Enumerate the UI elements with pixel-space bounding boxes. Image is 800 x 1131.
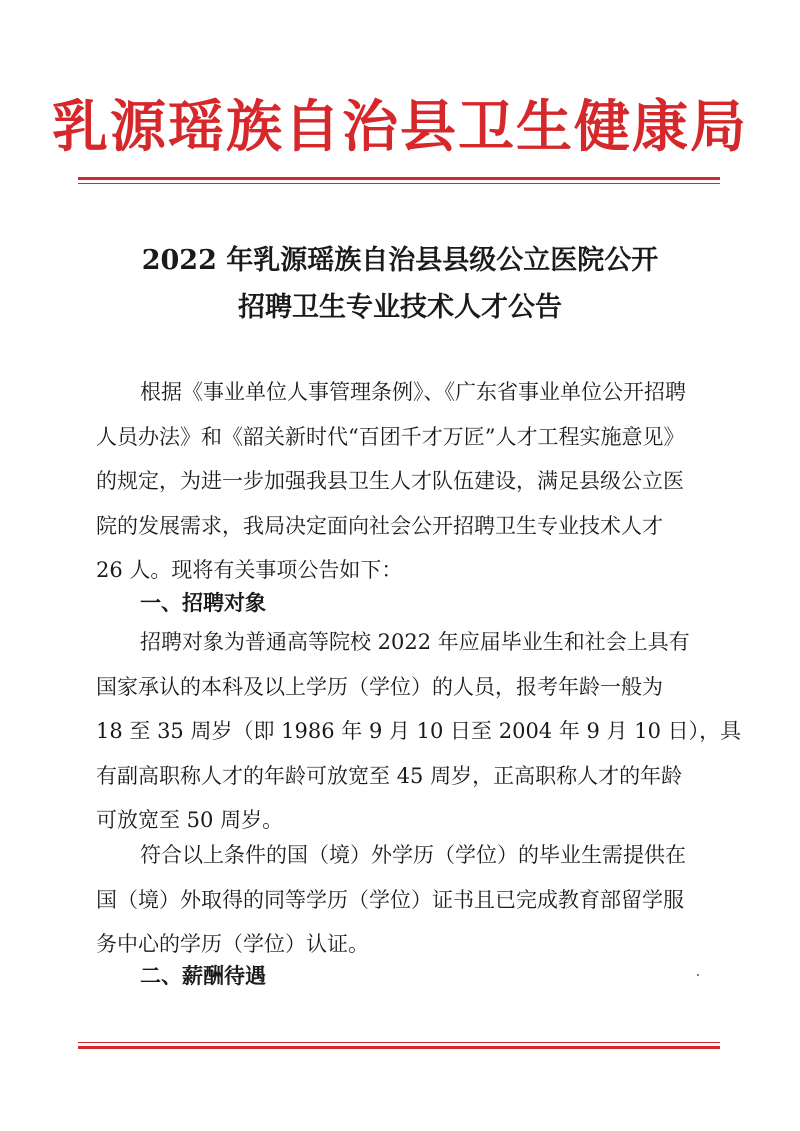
header-rule-thin: [78, 183, 720, 184]
footer-rule-thin: [78, 1042, 720, 1043]
paragraph-line: 国家承认的本科及以上学历（学位）的人员，报考年龄一般为: [96, 674, 663, 699]
footer-rule-thick: [78, 1046, 720, 1049]
recruitment-targets-paragraph: [96, 620, 742, 843]
paragraph-line: 务中心的学历（学位）认证。: [96, 932, 369, 956]
intro-paragraph: [96, 370, 704, 593]
section-heading-compensation: 二、薪酬待遇: [140, 964, 266, 988]
paragraph-line: 国（境）外取得的同等学历（学位）证书且已完成教育部留学服: [96, 887, 684, 912]
intro-line: 人员办法》和《韶关新时代“百团千才万匠”人才工程实施意见》: [96, 424, 685, 449]
intro-line: 根据《事业单位人事管理条例》、《广东省事业单位公开招聘: [140, 380, 686, 404]
paragraph-line: 18 至 35 周岁（即 1986 年 9 月 10 日至 2004 年 9 月 10 日），具: [96, 719, 742, 743]
intro-line: 院的发展需求，我局决定面向社会公开招聘卫生专业技术人才: [96, 513, 663, 538]
intro-line: 的规定，为进一步加强我县卫生人才队伍建设，满足县级公立医: [96, 469, 684, 493]
section-heading-recruitment-targets: 一、招聘对象: [140, 591, 266, 615]
overseas-degree-paragraph: [96, 833, 704, 967]
document-title-line-1: 2022 年乳源瑶族自治县县级公立医院公开: [141, 245, 659, 276]
paragraph-line: 符合以上条件的国（境）外学历（学位）的毕业生需提供在: [140, 843, 686, 867]
paragraph-line: 可放宽至 50 周岁。: [96, 808, 284, 832]
intro-line: 26 人。现将有关事项公告如下：: [96, 558, 403, 582]
issuer-header-title: 乳源瑶族自治县卫生健康局: [52, 94, 748, 160]
header-rule-thick: [78, 177, 720, 180]
document-title-line-2: 招聘卫生专业技术人才公告: [238, 292, 562, 323]
paragraph-line: 有副高职称人才的年龄可放宽至 45 周岁，正高职称人才的年龄: [96, 763, 683, 788]
scan-speck: [697, 974, 699, 976]
paragraph-line: 招聘对象为普通高等院校 2022 年应届毕业生和社会上具有: [140, 630, 690, 654]
